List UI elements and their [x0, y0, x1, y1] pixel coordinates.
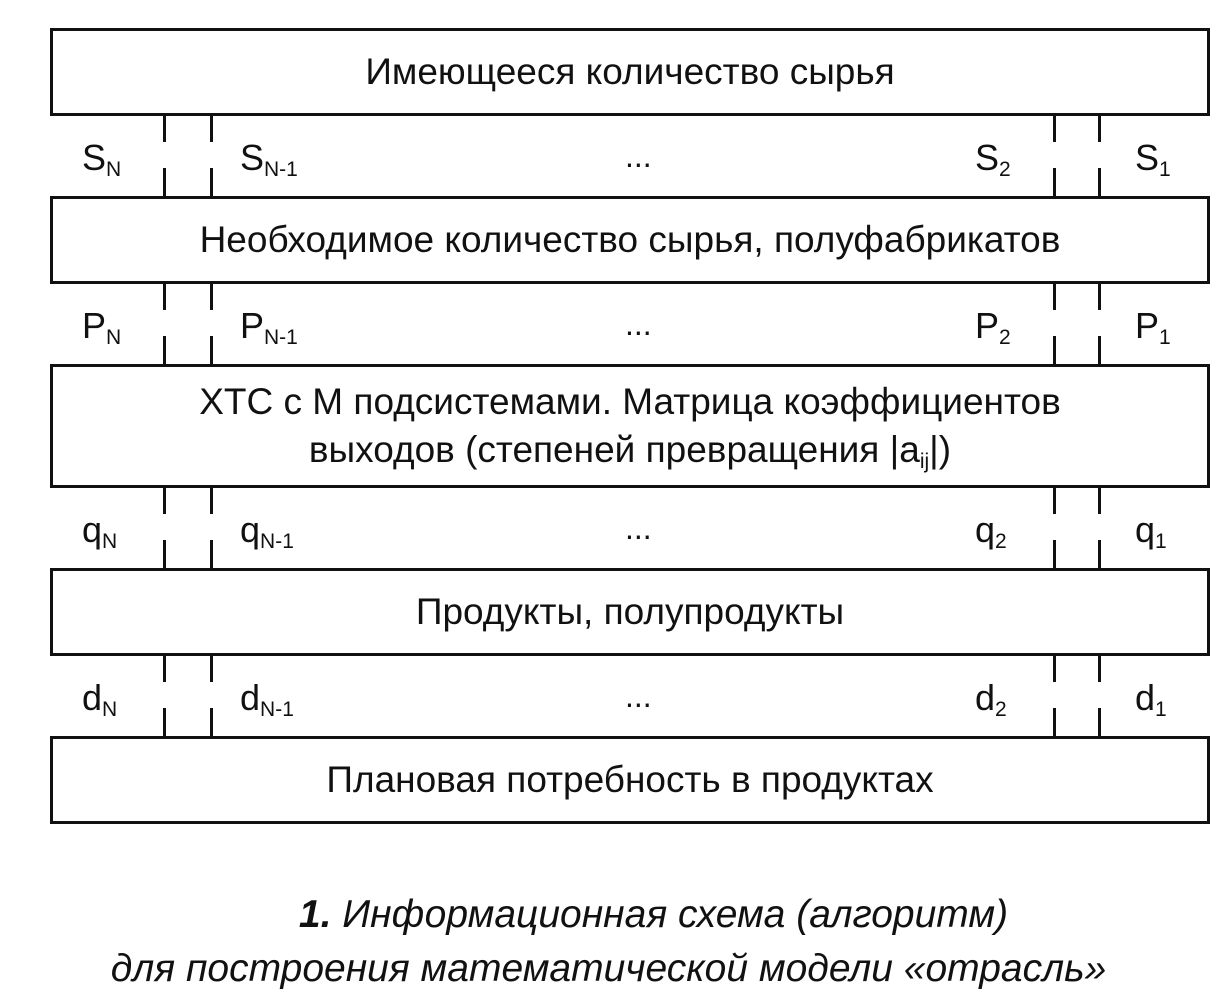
ellipsis-d: ...: [625, 678, 652, 714]
caption-line-1: [0, 888, 1217, 942]
label-s-1: $S_1$: [1135, 137, 1171, 181]
box-planned-demand-label: Плановая потребность в продуктах: [326, 759, 934, 800]
box-required-raw: [50, 196, 1210, 284]
caption-line-1-text: Информационная схема (алгоритм): [342, 893, 1009, 936]
label-s-2: $S_2$: [975, 137, 1011, 181]
box-xts-matrix: [50, 364, 1210, 488]
connector-row-p: [50, 284, 1210, 364]
line-dn1-down: [210, 708, 213, 736]
line-sn1-down: [210, 168, 213, 196]
box-products-label: Продукты, полупродукты: [415, 591, 845, 632]
box-required-raw-label: Необходимое количество сырья, полуфабрикатов: [199, 219, 1061, 260]
label-q-n-1: $q_{N-1}$: [240, 509, 294, 553]
line-qn-down: [163, 540, 166, 568]
line-s1-down: [1098, 168, 1101, 196]
label-d-1: $d_1$: [1135, 677, 1167, 721]
label-p-1: $P_1$: [1135, 305, 1171, 349]
xts-line-2: выходов (степеней превращения $|a_{ij}|$): [308, 429, 952, 473]
line-dn-down: [163, 708, 166, 736]
line-d2-up: [1053, 656, 1056, 682]
label-s-n-1: $S_{N-1}$: [240, 137, 298, 181]
box-available-raw: [50, 28, 1210, 116]
line-pn-down: [163, 336, 166, 364]
caption-number: 1.: [298, 893, 332, 936]
connector-row-d: [50, 656, 1210, 736]
box-planned-demand: [50, 736, 1210, 824]
label-d-n: $d_N$: [82, 677, 118, 721]
line-dn1-up: [210, 656, 213, 682]
line-q2-up: [1053, 488, 1056, 514]
line-qn-up: [163, 488, 166, 514]
label-p-n: $P_N$: [82, 305, 122, 349]
line-p2-up: [1053, 284, 1056, 310]
line-p1-down: [1098, 336, 1101, 364]
line-sn-down: [163, 168, 166, 196]
box-available-raw-label: Имеющееся количество сырья: [365, 51, 895, 92]
line-qn1-up: [210, 488, 213, 514]
line-qn1-down: [210, 540, 213, 568]
line-d2-down: [1053, 708, 1056, 736]
line-s2-up: [1053, 116, 1056, 142]
label-d-n-1: $d_{N-1}$: [240, 677, 294, 721]
caption-line-2: для построения математической модели «отрасль»: [110, 947, 1107, 990]
ellipsis-s: ...: [625, 138, 652, 174]
ellipsis-q: ...: [625, 510, 652, 546]
box-products: [50, 568, 1210, 656]
line-pn1-down: [210, 336, 213, 364]
box-xts-matrix-label: [199, 378, 1061, 474]
label-d-2: $d_2$: [975, 677, 1007, 721]
line-q2-down: [1053, 540, 1056, 568]
figure-caption: [0, 888, 1217, 996]
xts-line-1: ХТС с М подсистемами. Матрица коэффициентов: [199, 381, 1061, 422]
label-s-n: $S_N$: [82, 137, 122, 181]
line-s1-up: [1098, 116, 1101, 142]
label-q-n: $q_N$: [82, 509, 118, 553]
line-p2-down: [1053, 336, 1056, 364]
line-pn-up: [163, 284, 166, 310]
line-q1-down: [1098, 540, 1101, 568]
line-d1-up: [1098, 656, 1101, 682]
line-p1-up: [1098, 284, 1101, 310]
label-q-2: $q_2$: [975, 509, 1007, 553]
line-pn1-up: [210, 284, 213, 310]
line-sn1-up: [210, 116, 213, 142]
line-q1-up: [1098, 488, 1101, 514]
connector-row-s: [50, 116, 1210, 196]
line-s2-down: [1053, 168, 1056, 196]
line-d1-down: [1098, 708, 1101, 736]
line-dn-up: [163, 656, 166, 682]
label-q-1: $q_1$: [1135, 509, 1167, 553]
label-p-n-1: $P_{N-1}$: [240, 305, 298, 349]
connector-row-q: [50, 488, 1210, 568]
label-p-2: $P_2$: [975, 305, 1011, 349]
ellipsis-p: ...: [625, 306, 652, 342]
line-sn-up: [163, 116, 166, 142]
